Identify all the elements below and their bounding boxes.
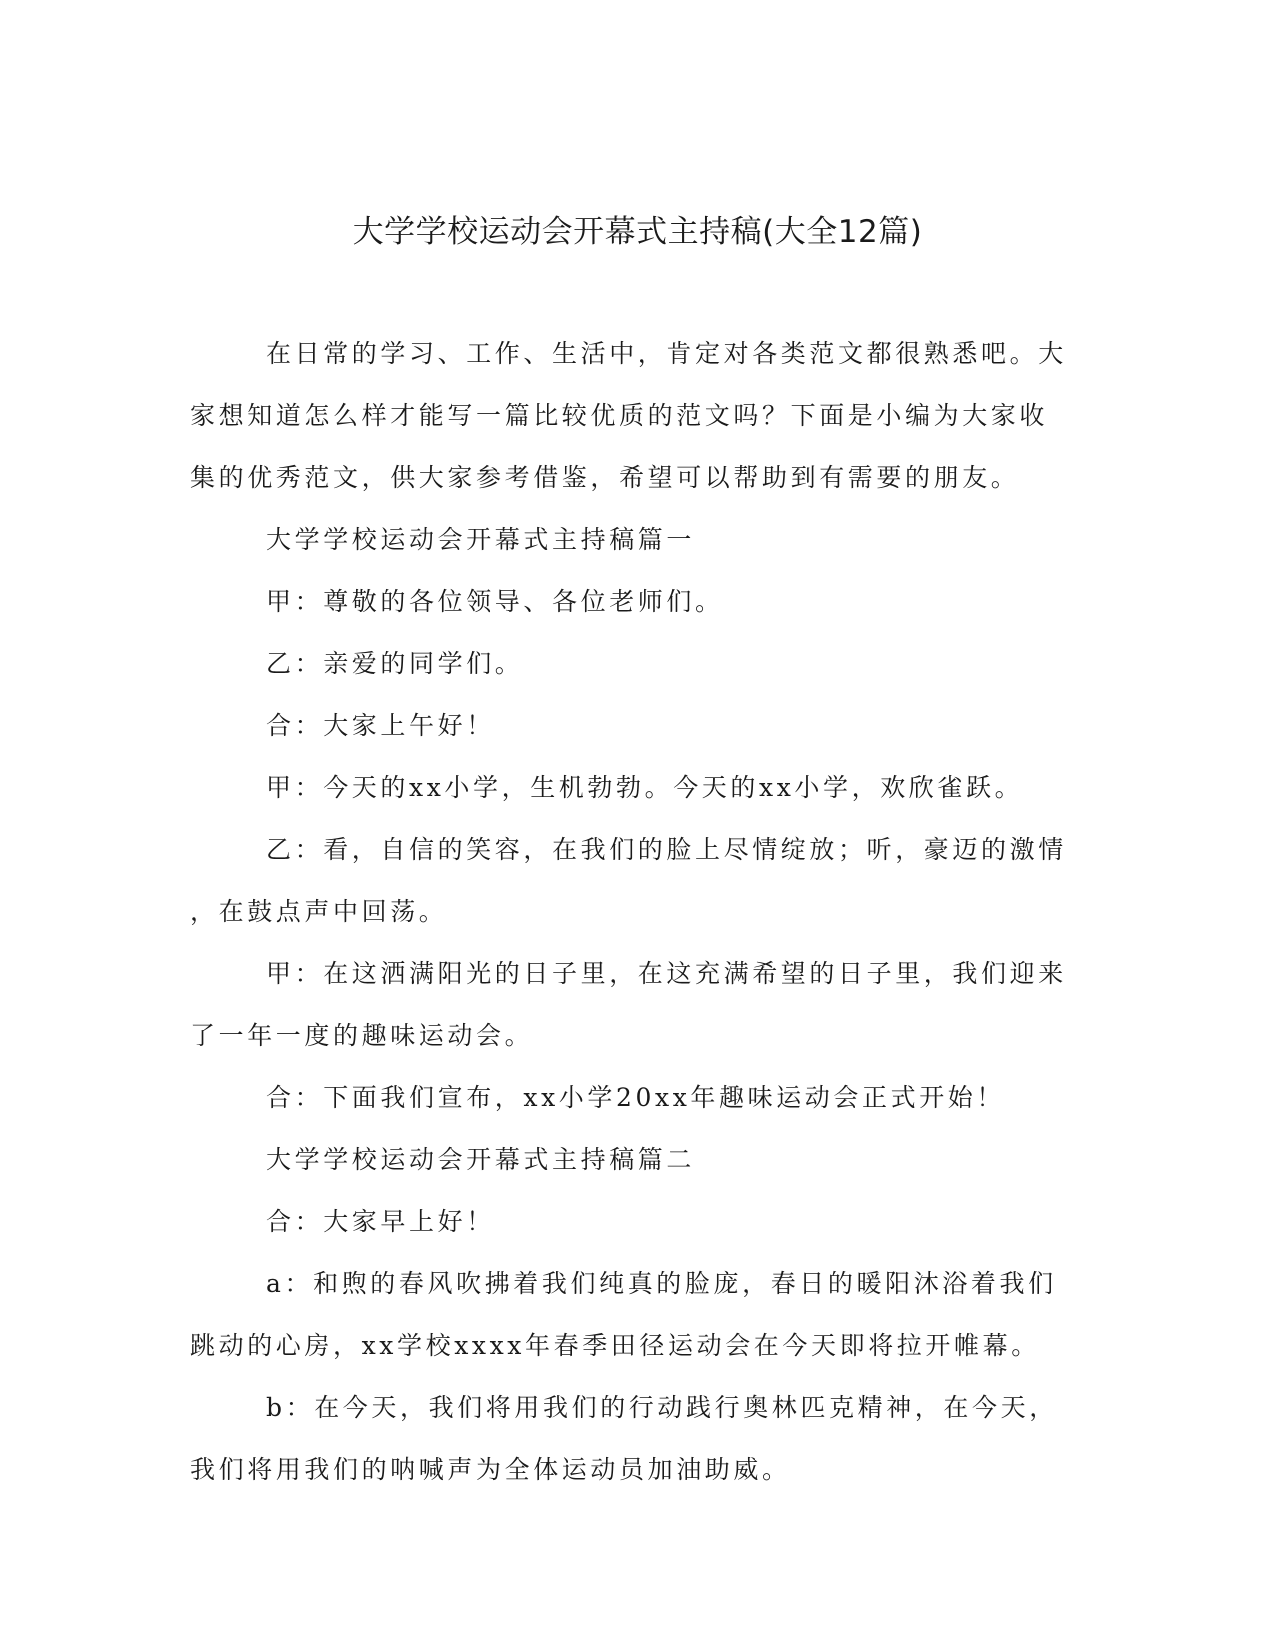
text-line: 家想知道怎么样才能写一篇比较优质的范文吗？下面是小编为大家收 — [190, 401, 1049, 430]
dialogue-line — [190, 1191, 1070, 1253]
section-heading-1 — [190, 509, 1070, 571]
text-line: 跳动的心房，xx学校xxxx年春季田径运动会在今天即将拉开帷幕。 — [190, 1331, 1040, 1360]
text-line: ，在鼓点声中回荡。 — [190, 897, 448, 926]
dialogue-line — [190, 1067, 1070, 1129]
text-line: 合：大家上午好！ — [266, 711, 495, 740]
text-line: 乙：亲爱的同学们。 — [266, 649, 524, 678]
dialogue-line — [190, 695, 1070, 757]
dialogue-line — [190, 1253, 1070, 1377]
text-line: 甲：在这洒满阳光的日子里，在这充满希望的日子里，我们迎来 — [266, 959, 1067, 988]
section-heading-2 — [190, 1129, 1070, 1191]
document-title: 大学学校运动会开幕式主持稿(大全12篇) — [352, 214, 923, 250]
text-line: 乙：看，自信的笑容，在我们的脸上尽情绽放；听，豪迈的激情 — [266, 835, 1067, 864]
dialogue-line — [190, 571, 1070, 633]
text-line: 了一年一度的趣味运动会。 — [190, 1021, 534, 1050]
text-line: 甲：尊敬的各位领导、各位老师们。 — [266, 587, 724, 616]
text-line: 集的优秀范文，供大家参考借鉴，希望可以帮助到有需要的朋友。 — [190, 463, 1020, 492]
dialogue-line — [190, 943, 1070, 1067]
dialogue-line — [190, 819, 1070, 943]
text-line: 合：大家早上好！ — [266, 1207, 495, 1236]
text-line: b：在今天，我们将用我们的行动践行奥林匹克精神，在今天， — [266, 1393, 1058, 1422]
text-line: 合：下面我们宣布，xx小学20xx年趣味运动会正式开始！ — [266, 1083, 1006, 1112]
text-line: a：和煦的春风吹拂着我们纯真的脸庞，春日的暖阳沐浴着我们 — [266, 1269, 1057, 1298]
text-line: 我们将用我们的呐喊声为全体运动员加油助威。 — [190, 1455, 791, 1484]
text-line: 甲：今天的xx小学，生机勃勃。今天的xx小学，欢欣雀跃。 — [266, 773, 1024, 802]
text-line: 在日常的学习、工作、生活中，肯定对各类范文都很熟悉吧。大 — [266, 339, 1067, 368]
document-body — [190, 323, 1070, 1501]
text-line: 大学学校运动会开幕式主持稿篇二 — [266, 1145, 696, 1174]
paragraph-intro — [190, 323, 1070, 509]
dialogue-line — [190, 757, 1070, 819]
dialogue-line — [190, 633, 1070, 695]
text-line: 大学学校运动会开幕式主持稿篇一 — [266, 525, 696, 554]
dialogue-line — [190, 1377, 1070, 1501]
